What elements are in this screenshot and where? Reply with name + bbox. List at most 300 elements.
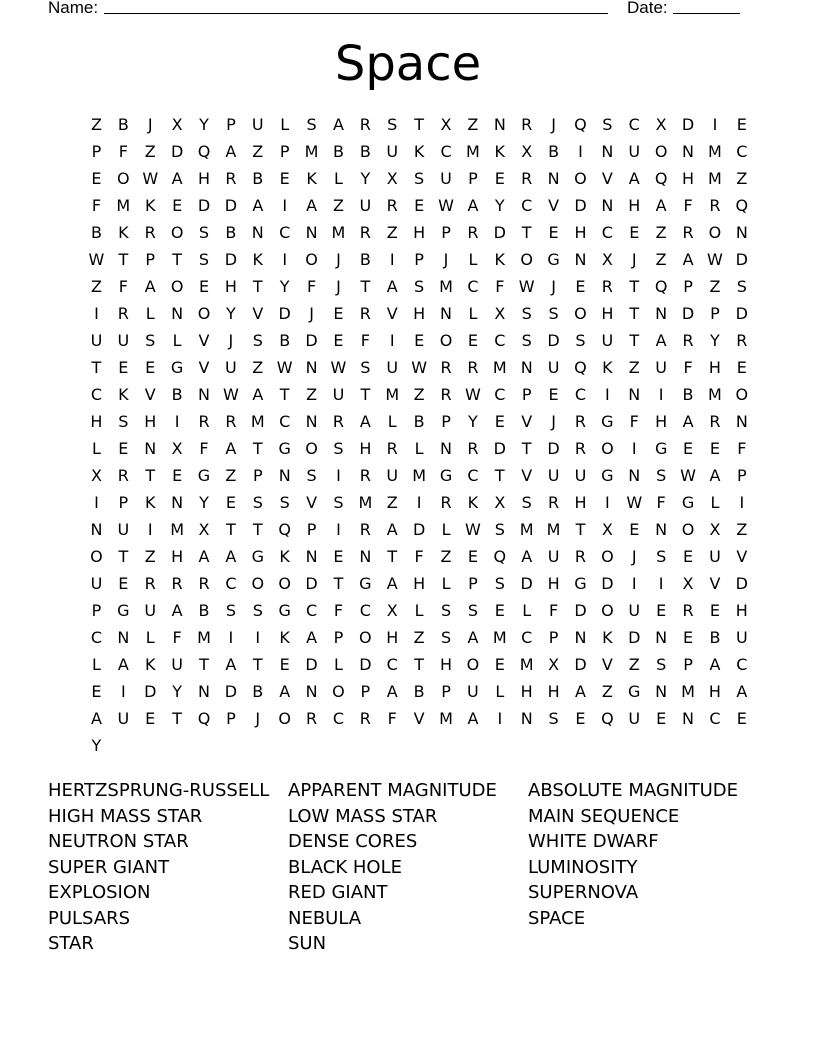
grid-letter[interactable]: T [252, 655, 263, 674]
grid-letter[interactable]: Z [628, 358, 640, 377]
grid-letter[interactable]: P [279, 142, 290, 161]
grid-letter[interactable]: L [414, 601, 424, 620]
grid-letter[interactable]: S [414, 277, 425, 296]
grid-letter[interactable]: W [222, 385, 239, 404]
grid-letter[interactable]: W [411, 358, 428, 377]
grid-letter[interactable]: D [735, 304, 748, 323]
grid-letter[interactable]: N [601, 196, 614, 215]
grid-letter[interactable]: S [656, 655, 667, 674]
grid-letter[interactable]: Z [440, 547, 452, 566]
grid-letter[interactable]: U [144, 601, 157, 620]
grid-letter[interactable]: U [386, 358, 399, 377]
grid-letter[interactable]: Q [654, 169, 668, 188]
grid-letter[interactable]: E [279, 655, 290, 674]
grid-letter[interactable]: V [736, 547, 748, 566]
grid-letter[interactable]: R [574, 547, 587, 566]
grid-letter[interactable]: H [682, 169, 695, 188]
grid-letter[interactable]: Q [654, 277, 668, 296]
grid-letter[interactable]: U [655, 358, 667, 377]
grid-letter[interactable]: U [332, 385, 345, 404]
grid-letter[interactable]: D [493, 223, 506, 242]
grid-letter[interactable]: D [359, 655, 372, 674]
grid-letter[interactable]: H [628, 196, 641, 215]
grid-letter[interactable]: A [575, 682, 586, 701]
grid-letter[interactable]: L [280, 115, 290, 134]
grid-letter[interactable]: U [547, 358, 560, 377]
grid-letter[interactable]: Z [332, 196, 344, 215]
grid-letter[interactable]: K [118, 385, 129, 404]
grid-letter[interactable]: A [171, 169, 183, 188]
grid-letter[interactable]: B [413, 412, 425, 431]
grid-letter[interactable]: G [278, 601, 291, 620]
grid-letter[interactable]: O [601, 547, 614, 566]
grid-letter[interactable]: D [574, 655, 587, 674]
grid-letter[interactable]: K [467, 493, 479, 512]
grid-letter[interactable]: E [629, 223, 640, 242]
grid-letter[interactable]: M [170, 520, 185, 539]
grid-letter[interactable]: E [548, 385, 559, 404]
grid-letter[interactable]: E [736, 709, 747, 728]
grid-letter[interactable]: U [440, 169, 452, 188]
grid-letter[interactable]: U [117, 520, 130, 539]
grid-letter[interactable]: R [198, 574, 210, 593]
grid-letter[interactable]: R [386, 439, 398, 458]
grid-letter[interactable]: C [386, 655, 398, 674]
grid-letter[interactable]: O [197, 304, 211, 323]
grid-letter[interactable]: X [655, 115, 667, 134]
grid-letter[interactable]: E [736, 115, 747, 134]
grid-letter[interactable]: P [360, 682, 371, 701]
grid-letter[interactable]: E [709, 601, 720, 620]
grid-letter[interactable]: A [682, 412, 694, 431]
grid-letter[interactable]: G [654, 439, 668, 458]
grid-letter[interactable]: E [414, 331, 425, 350]
grid-letter[interactable]: I [578, 142, 583, 161]
grid-letter[interactable]: D [305, 331, 318, 350]
grid-letter[interactable]: A [467, 628, 479, 647]
grid-letter[interactable]: Y [172, 682, 182, 701]
grid-letter[interactable]: X [709, 520, 721, 539]
grid-letter[interactable]: M [519, 655, 534, 674]
grid-letter[interactable]: T [172, 250, 182, 269]
grid-letter[interactable]: D [735, 574, 748, 593]
grid-letter[interactable]: M [439, 709, 453, 728]
grid-letter[interactable]: K [413, 142, 425, 161]
grid-letter[interactable]: I [94, 304, 99, 323]
grid-letter[interactable]: R [682, 331, 694, 350]
grid-letter[interactable]: M [681, 682, 695, 701]
grid-letter[interactable]: S [521, 331, 532, 350]
grid-letter[interactable]: M [519, 520, 534, 539]
grid-letter[interactable]: D [681, 115, 695, 134]
grid-letter[interactable]: C [279, 412, 291, 431]
grid-letter[interactable]: Q [197, 142, 211, 161]
grid-letter[interactable]: V [252, 304, 264, 323]
grid-letter[interactable]: U [251, 115, 264, 134]
grid-letter[interactable]: Z [90, 277, 102, 296]
grid-letter[interactable]: B [359, 250, 371, 269]
grid-letter[interactable]: O [251, 574, 265, 593]
grid-letter[interactable]: R [682, 223, 694, 242]
grid-letter[interactable]: V [521, 466, 533, 485]
grid-letter[interactable]: K [252, 250, 264, 269]
grid-letter[interactable]: X [494, 304, 506, 323]
grid-letter[interactable]: I [416, 493, 422, 512]
grid-letter[interactable]: O [170, 223, 184, 242]
grid-letter[interactable]: R [440, 385, 452, 404]
grid-letter[interactable]: O [735, 385, 749, 404]
grid-letter[interactable]: C [521, 628, 533, 647]
grid-letter[interactable]: Z [709, 277, 721, 296]
grid-letter[interactable]: U [171, 655, 183, 674]
grid-letter[interactable]: S [225, 601, 236, 620]
grid-letter[interactable]: G [359, 574, 372, 593]
grid-letter[interactable]: N [305, 412, 318, 431]
grid-letter[interactable]: K [279, 547, 290, 566]
grid-letter[interactable]: E [494, 169, 505, 188]
grid-letter[interactable]: D [735, 250, 748, 269]
grid-letter[interactable]: M [708, 385, 722, 404]
grid-letter[interactable]: E [494, 601, 505, 620]
grid-letter[interactable]: L [468, 304, 478, 323]
grid-letter[interactable]: A [225, 439, 237, 458]
grid-letter[interactable]: A [144, 277, 156, 296]
grid-letter[interactable]: D [681, 304, 695, 323]
grid-letter[interactable]: N [520, 358, 533, 377]
grid-letter[interactable]: J [336, 250, 341, 269]
grid-letter[interactable]: T [118, 250, 129, 269]
grid-letter[interactable]: X [682, 574, 694, 593]
grid-letter[interactable]: R [548, 493, 560, 512]
grid-letter[interactable]: N [440, 304, 452, 323]
grid-letter[interactable]: C [628, 115, 640, 134]
grid-letter[interactable]: R [574, 439, 587, 458]
grid-letter[interactable]: T [172, 709, 182, 728]
grid-letter[interactable]: H [440, 655, 453, 674]
grid-letter[interactable]: B [279, 331, 291, 350]
grid-letter[interactable]: G [197, 466, 211, 485]
grid-letter[interactable]: E [709, 439, 720, 458]
grid-letter[interactable]: N [735, 412, 748, 431]
grid-letter[interactable]: Z [144, 142, 156, 161]
grid-letter[interactable]: P [226, 709, 236, 728]
grid-letter[interactable]: E [682, 628, 694, 647]
grid-letter[interactable]: L [334, 169, 343, 188]
grid-letter[interactable]: A [521, 547, 533, 566]
grid-letter[interactable]: F [414, 547, 424, 566]
grid-letter[interactable]: P [333, 628, 344, 647]
grid-letter[interactable]: J [309, 304, 314, 323]
grid-letter[interactable]: G [547, 250, 560, 269]
grid-letter[interactable]: E [118, 439, 129, 458]
grid-letter[interactable]: X [521, 142, 533, 161]
grid-letter[interactable]: M [492, 628, 507, 647]
grid-letter[interactable]: C [359, 601, 371, 620]
grid-letter[interactable]: S [656, 466, 667, 485]
grid-letter[interactable]: A [252, 196, 264, 215]
grid-letter[interactable]: E [656, 601, 667, 620]
grid-letter[interactable]: W [438, 196, 454, 215]
grid-letter[interactable]: R [359, 520, 371, 539]
grid-letter[interactable]: T [118, 547, 129, 566]
grid-letter[interactable]: N [628, 385, 641, 404]
grid-letter[interactable]: R [306, 709, 318, 728]
grid-letter[interactable]: I [658, 574, 664, 593]
grid-letter[interactable]: B [117, 115, 129, 134]
grid-letter[interactable]: R [467, 223, 479, 242]
grid-letter[interactable]: U [628, 142, 641, 161]
grid-letter[interactable]: K [602, 628, 613, 647]
grid-letter[interactable]: N [305, 547, 318, 566]
grid-letter[interactable]: R [171, 574, 183, 593]
grid-letter[interactable]: S [118, 412, 129, 431]
grid-letter[interactable]: D [547, 331, 560, 350]
grid-letter[interactable]: V [386, 304, 398, 323]
grid-letter[interactable]: K [494, 142, 506, 161]
grid-letter[interactable]: T [252, 520, 263, 539]
grid-letter[interactable]: F [306, 277, 317, 296]
grid-letter[interactable]: S [198, 223, 210, 242]
grid-letter[interactable]: D [412, 520, 426, 539]
grid-letter[interactable]: S [306, 115, 317, 134]
grid-letter[interactable]: I [605, 493, 610, 512]
grid-letter[interactable]: V [198, 358, 210, 377]
grid-letter[interactable]: M [439, 277, 453, 296]
grid-letter[interactable]: Z [655, 250, 667, 269]
grid-letter[interactable]: O [574, 169, 587, 188]
grid-letter[interactable]: A [359, 412, 371, 431]
grid-letter[interactable]: E [279, 169, 290, 188]
grid-letter[interactable]: O [278, 709, 291, 728]
grid-letter[interactable]: A [467, 196, 479, 215]
grid-letter[interactable]: P [252, 466, 263, 485]
grid-letter[interactable]: V [521, 412, 533, 431]
grid-letter[interactable]: R [225, 412, 237, 431]
grid-letter[interactable]: H [144, 412, 157, 431]
grid-letter[interactable]: E [333, 331, 344, 350]
grid-letter[interactable]: E [467, 331, 478, 350]
grid-letter[interactable]: T [91, 358, 102, 377]
grid-letter[interactable]: H [359, 439, 372, 458]
grid-letter[interactable]: Z [225, 466, 237, 485]
grid-letter[interactable]: O [332, 682, 345, 701]
grid-letter[interactable]: J [631, 547, 637, 566]
grid-letter[interactable]: M [197, 628, 211, 647]
grid-letter[interactable]: U [628, 709, 641, 728]
grid-letter[interactable]: C [332, 709, 345, 728]
grid-letter[interactable]: I [336, 520, 341, 539]
grid-letter[interactable]: N [198, 385, 210, 404]
grid-letter[interactable]: W [680, 466, 696, 485]
grid-letter[interactable]: H [601, 304, 614, 323]
grid-letter[interactable]: U [386, 466, 399, 485]
grid-letter[interactable]: P [736, 466, 747, 485]
grid-letter[interactable]: S [333, 439, 344, 458]
grid-letter[interactable]: E [682, 547, 694, 566]
grid-letter[interactable]: H [197, 169, 211, 188]
grid-letter[interactable]: H [386, 628, 399, 647]
grid-letter[interactable]: L [468, 250, 478, 269]
grid-letter[interactable]: N [278, 466, 291, 485]
grid-letter[interactable]: H [224, 277, 237, 296]
grid-letter[interactable]: L [145, 304, 155, 323]
grid-letter[interactable]: X [171, 439, 183, 458]
grid-letter[interactable]: G [628, 682, 641, 701]
grid-letter[interactable]: F [333, 601, 344, 620]
grid-letter[interactable]: D [520, 574, 533, 593]
grid-letter[interactable]: D [601, 574, 614, 593]
grid-letter[interactable]: I [255, 628, 261, 647]
grid-letter[interactable]: X [171, 115, 183, 134]
grid-letter[interactable]: D [170, 142, 184, 161]
grid-letter[interactable]: R [709, 412, 721, 431]
grid-letter[interactable]: P [710, 304, 720, 323]
grid-letter[interactable]: S [387, 115, 398, 134]
grid-letter[interactable]: C [494, 331, 506, 350]
grid-letter[interactable]: S [467, 601, 478, 620]
grid-letter[interactable]: N [601, 142, 614, 161]
grid-letter[interactable]: Z [386, 223, 398, 242]
grid-letter[interactable]: E [333, 547, 344, 566]
grid-letter[interactable]: L [387, 412, 397, 431]
grid-letter[interactable]: R [332, 412, 345, 431]
grid-letter[interactable]: I [147, 520, 153, 539]
grid-letter[interactable]: K [494, 250, 506, 269]
grid-letter[interactable]: J [551, 412, 556, 431]
grid-letter[interactable]: T [360, 277, 371, 296]
grid-letter[interactable]: R [467, 358, 479, 377]
grid-letter[interactable]: E [198, 277, 210, 296]
grid-letter[interactable]: A [386, 277, 398, 296]
grid-letter[interactable]: W [276, 358, 293, 377]
grid-letter[interactable]: B [252, 682, 264, 701]
grid-letter[interactable]: U [386, 142, 399, 161]
grid-letter[interactable]: A [117, 655, 129, 674]
grid-letter[interactable]: A [736, 682, 748, 701]
grid-letter[interactable]: I [282, 250, 288, 269]
grid-letter[interactable]: M [116, 196, 131, 215]
grid-letter[interactable]: N [655, 520, 668, 539]
grid-letter[interactable]: A [252, 385, 264, 404]
grid-letter[interactable]: L [91, 655, 101, 674]
grid-letter[interactable]: B [332, 142, 344, 161]
grid-letter[interactable]: P [226, 115, 236, 134]
grid-letter[interactable]: X [548, 655, 560, 674]
grid-letter[interactable]: I [389, 331, 395, 350]
grid-letter[interactable]: N [682, 709, 695, 728]
grid-letter[interactable]: U [467, 682, 479, 701]
grid-letter[interactable]: R [574, 412, 587, 431]
grid-letter[interactable]: W [707, 250, 723, 269]
grid-letter[interactable]: L [441, 574, 451, 593]
grid-letter[interactable]: H [413, 304, 426, 323]
grid-letter[interactable]: R [359, 223, 371, 242]
grid-letter[interactable]: X [198, 520, 210, 539]
grid-letter[interactable]: I [712, 115, 718, 134]
grid-letter[interactable]: E [575, 277, 586, 296]
grid-letter[interactable]: O [359, 628, 372, 647]
grid-letter[interactable]: P [441, 682, 451, 701]
grid-letter[interactable]: T [145, 466, 156, 485]
grid-letter[interactable]: S [145, 331, 156, 350]
grid-letter[interactable]: G [601, 412, 614, 431]
grid-letter[interactable]: F [118, 277, 128, 296]
grid-letter[interactable]: N [144, 439, 157, 458]
grid-letter[interactable]: U [601, 331, 614, 350]
grid-letter[interactable]: C [305, 601, 318, 620]
grid-letter[interactable]: I [94, 493, 99, 512]
grid-letter[interactable]: P [441, 412, 451, 431]
grid-letter[interactable]: K [144, 196, 156, 215]
grid-letter[interactable]: E [145, 709, 156, 728]
grid-letter[interactable]: N [171, 304, 184, 323]
grid-letter[interactable]: J [551, 277, 556, 296]
grid-letter[interactable]: T [494, 466, 505, 485]
grid-letter[interactable]: V [601, 169, 613, 188]
grid-letter[interactable]: H [413, 223, 426, 242]
grid-letter[interactable]: A [655, 331, 667, 350]
grid-letter[interactable]: Y [199, 493, 209, 512]
grid-letter[interactable]: E [575, 709, 586, 728]
grid-letter[interactable]: X [90, 466, 102, 485]
grid-letter[interactable]: Y [279, 277, 290, 296]
grid-letter[interactable]: B [171, 385, 183, 404]
grid-letter[interactable]: G [117, 601, 130, 620]
grid-letter[interactable]: F [199, 439, 209, 458]
grid-letter[interactable]: F [548, 601, 559, 620]
grid-letter[interactable]: D [197, 196, 211, 215]
grid-letter[interactable]: P [683, 655, 693, 674]
grid-letter[interactable]: C [521, 196, 533, 215]
grid-letter[interactable]: I [497, 709, 503, 728]
grid-letter[interactable]: K [144, 655, 156, 674]
grid-letter[interactable]: T [252, 277, 263, 296]
grid-letter[interactable]: J [551, 115, 556, 134]
grid-letter[interactable]: O [601, 601, 614, 620]
grid-letter[interactable]: Z [601, 682, 613, 701]
grid-letter[interactable]: J [443, 250, 449, 269]
grid-letter[interactable]: F [629, 412, 639, 431]
grid-letter[interactable]: C [467, 277, 479, 296]
grid-letter[interactable]: B [198, 601, 210, 620]
grid-letter[interactable]: U [117, 709, 130, 728]
grid-letter[interactable]: E [736, 358, 747, 377]
grid-letter[interactable]: J [147, 115, 153, 134]
grid-letter[interactable]: C [279, 223, 291, 242]
grid-letter[interactable]: N [655, 628, 668, 647]
grid-letter[interactable]: Z [306, 385, 318, 404]
grid-letter[interactable]: M [492, 358, 507, 377]
grid-letter[interactable]: Y [468, 412, 478, 431]
grid-letter[interactable]: W [518, 277, 535, 296]
grid-letter[interactable]: E [172, 196, 183, 215]
grid-letter[interactable]: A [279, 682, 291, 701]
grid-letter[interactable]: Q [601, 709, 614, 728]
grid-letter[interactable]: X [494, 493, 506, 512]
grid-letter[interactable]: H [708, 682, 721, 701]
grid-letter[interactable]: S [575, 331, 586, 350]
grid-letter[interactable]: K [118, 223, 129, 242]
grid-letter[interactable]: M [708, 169, 722, 188]
grid-letter[interactable]: Y [91, 736, 102, 755]
grid-letter[interactable]: O [305, 439, 318, 458]
grid-letter[interactable]: R [440, 493, 452, 512]
grid-letter[interactable]: I [228, 628, 234, 647]
grid-letter[interactable]: J [631, 250, 637, 269]
grid-letter[interactable]: K [306, 169, 317, 188]
grid-letter[interactable]: C [494, 385, 506, 404]
grid-letter[interactable]: A [198, 547, 210, 566]
